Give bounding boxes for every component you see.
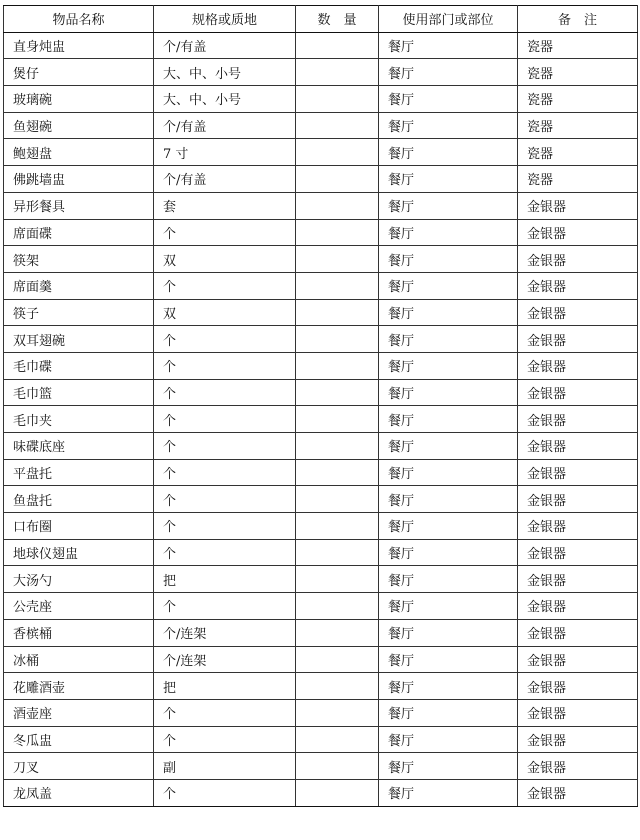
cell-remarks: 金银器 [518, 619, 638, 646]
table-row [4, 246, 638, 273]
cell-department: 餐厅 [379, 192, 518, 219]
table-row [4, 86, 638, 113]
cell-quantity [296, 726, 379, 753]
cell-item-name: 大汤勺 [4, 566, 154, 593]
table-row [4, 459, 638, 486]
cell-item-name: 煲仔 [4, 59, 154, 86]
table-row [4, 219, 638, 246]
cell-remarks: 金银器 [518, 352, 638, 379]
cell-department: 餐厅 [379, 379, 518, 406]
cell-department: 餐厅 [379, 59, 518, 86]
cell-remarks: 金银器 [518, 566, 638, 593]
cell-spec: 把 [154, 566, 296, 593]
table-row [4, 699, 638, 726]
table-row [4, 619, 638, 646]
cell-item-name: 双耳翅碗 [4, 326, 154, 353]
cell-department: 餐厅 [379, 112, 518, 139]
cell-department: 餐厅 [379, 352, 518, 379]
cell-quantity [296, 112, 379, 139]
table-row [4, 139, 638, 166]
cell-item-name: 玻璃碗 [4, 86, 154, 113]
cell-item-name: 冰桶 [4, 646, 154, 673]
cell-spec: 7 寸 [154, 139, 296, 166]
cell-spec: 个/有盖 [154, 32, 296, 59]
cell-item-name: 花雕酒壶 [4, 673, 154, 700]
cell-quantity [296, 646, 379, 673]
cell-quantity [296, 459, 379, 486]
cell-quantity [296, 433, 379, 460]
table-row [4, 433, 638, 460]
table-row [4, 566, 638, 593]
table-row [4, 486, 638, 513]
cell-quantity [296, 699, 379, 726]
table-row [4, 379, 638, 406]
cell-remarks: 金银器 [518, 433, 638, 460]
cell-remarks: 金银器 [518, 192, 638, 219]
cell-spec: 个 [154, 726, 296, 753]
cell-remarks: 金银器 [518, 246, 638, 273]
cell-department: 餐厅 [379, 459, 518, 486]
cell-item-name: 毛巾篮 [4, 379, 154, 406]
table-row [4, 779, 638, 806]
header-quantity: 数 量 [296, 6, 379, 33]
cell-item-name: 佛跳墙盅 [4, 166, 154, 193]
cell-spec: 双 [154, 299, 296, 326]
cell-spec: 个 [154, 219, 296, 246]
cell-spec: 套 [154, 192, 296, 219]
cell-spec: 个 [154, 406, 296, 433]
cell-item-name: 鱼翅碗 [4, 112, 154, 139]
cell-quantity [296, 272, 379, 299]
cell-remarks: 瓷器 [518, 112, 638, 139]
cell-remarks: 金银器 [518, 299, 638, 326]
cell-department: 餐厅 [379, 539, 518, 566]
cell-spec: 个/有盖 [154, 112, 296, 139]
cell-quantity [296, 246, 379, 273]
cell-quantity [296, 406, 379, 433]
cell-spec: 个/连架 [154, 619, 296, 646]
cell-department: 餐厅 [379, 272, 518, 299]
table-row [4, 32, 638, 59]
cell-department: 餐厅 [379, 619, 518, 646]
cell-remarks: 瓷器 [518, 86, 638, 113]
cell-quantity [296, 32, 379, 59]
cell-department: 餐厅 [379, 673, 518, 700]
cell-spec: 个 [154, 486, 296, 513]
cell-department: 餐厅 [379, 779, 518, 806]
table-row [4, 192, 638, 219]
cell-item-name: 直身炖盅 [4, 32, 154, 59]
cell-spec: 副 [154, 753, 296, 780]
cell-spec: 个 [154, 699, 296, 726]
cell-quantity [296, 139, 379, 166]
cell-quantity [296, 539, 379, 566]
cell-spec: 个/有盖 [154, 166, 296, 193]
cell-remarks: 金银器 [518, 726, 638, 753]
cell-department: 餐厅 [379, 299, 518, 326]
header-item-name: 物品名称 [4, 6, 154, 33]
cell-item-name: 毛巾夹 [4, 406, 154, 433]
table-row [4, 326, 638, 353]
cell-spec: 个 [154, 379, 296, 406]
cell-quantity [296, 673, 379, 700]
cell-quantity [296, 753, 379, 780]
cell-remarks: 金银器 [518, 593, 638, 620]
header-row [4, 6, 638, 33]
cell-department: 餐厅 [379, 32, 518, 59]
cell-spec: 个 [154, 513, 296, 540]
cell-quantity [296, 379, 379, 406]
cell-item-name: 席面碟 [4, 219, 154, 246]
cell-quantity [296, 192, 379, 219]
table-row [4, 593, 638, 620]
cell-quantity [296, 166, 379, 193]
cell-spec: 把 [154, 673, 296, 700]
cell-item-name: 口布圈 [4, 513, 154, 540]
cell-remarks: 金银器 [518, 673, 638, 700]
cell-quantity [296, 59, 379, 86]
table-row [4, 406, 638, 433]
cell-department: 餐厅 [379, 726, 518, 753]
table-row [4, 59, 638, 86]
cell-remarks: 金银器 [518, 779, 638, 806]
cell-remarks: 瓷器 [518, 166, 638, 193]
cell-spec: 个 [154, 593, 296, 620]
cell-department: 餐厅 [379, 433, 518, 460]
cell-spec: 个 [154, 326, 296, 353]
header-remarks: 备 注 [518, 6, 638, 33]
cell-spec: 个 [154, 539, 296, 566]
cell-quantity [296, 566, 379, 593]
table-row [4, 513, 638, 540]
cell-spec: 个/连架 [154, 646, 296, 673]
table-row [4, 352, 638, 379]
cell-remarks: 金银器 [518, 219, 638, 246]
cell-remarks: 金银器 [518, 326, 638, 353]
cell-remarks: 金银器 [518, 272, 638, 299]
cell-remarks: 金银器 [518, 539, 638, 566]
cell-item-name: 香槟桶 [4, 619, 154, 646]
cell-item-name: 味碟底座 [4, 433, 154, 460]
cell-quantity [296, 486, 379, 513]
cell-department: 餐厅 [379, 86, 518, 113]
inventory-table [3, 5, 638, 807]
cell-quantity [296, 593, 379, 620]
cell-department: 餐厅 [379, 593, 518, 620]
cell-department: 餐厅 [379, 486, 518, 513]
cell-item-name: 毛巾碟 [4, 352, 154, 379]
cell-remarks: 金银器 [518, 699, 638, 726]
cell-item-name: 鱼盘托 [4, 486, 154, 513]
cell-remarks: 金银器 [518, 513, 638, 540]
cell-department: 餐厅 [379, 166, 518, 193]
cell-item-name: 地球仪翅盅 [4, 539, 154, 566]
cell-item-name: 筷架 [4, 246, 154, 273]
table-row [4, 299, 638, 326]
table-row [4, 539, 638, 566]
cell-quantity [296, 86, 379, 113]
cell-spec: 大、中、小号 [154, 86, 296, 113]
table-row [4, 646, 638, 673]
cell-item-name: 公壳座 [4, 593, 154, 620]
cell-spec: 个 [154, 459, 296, 486]
cell-department: 餐厅 [379, 566, 518, 593]
table-body [4, 32, 638, 806]
table-row [4, 112, 638, 139]
cell-quantity [296, 619, 379, 646]
cell-item-name: 异形餐具 [4, 192, 154, 219]
cell-quantity [296, 219, 379, 246]
cell-department: 餐厅 [379, 513, 518, 540]
cell-item-name: 冬瓜盅 [4, 726, 154, 753]
cell-department: 餐厅 [379, 326, 518, 353]
cell-spec: 个 [154, 779, 296, 806]
cell-item-name: 席面羹 [4, 272, 154, 299]
cell-spec: 大、中、小号 [154, 59, 296, 86]
table-row [4, 166, 638, 193]
cell-remarks: 瓷器 [518, 139, 638, 166]
cell-quantity [296, 513, 379, 540]
cell-item-name: 龙凤盖 [4, 779, 154, 806]
cell-remarks: 金银器 [518, 646, 638, 673]
cell-department: 餐厅 [379, 139, 518, 166]
cell-department: 餐厅 [379, 406, 518, 433]
cell-item-name: 筷子 [4, 299, 154, 326]
table-row [4, 753, 638, 780]
cell-spec: 个 [154, 433, 296, 460]
cell-department: 餐厅 [379, 699, 518, 726]
cell-quantity [296, 779, 379, 806]
cell-department: 餐厅 [379, 753, 518, 780]
table-header [4, 6, 638, 33]
table-row [4, 726, 638, 753]
cell-spec: 双 [154, 246, 296, 273]
header-department: 使用部门或部位 [379, 6, 518, 33]
cell-remarks: 金银器 [518, 379, 638, 406]
cell-remarks: 瓷器 [518, 32, 638, 59]
cell-quantity [296, 352, 379, 379]
cell-remarks: 瓷器 [518, 59, 638, 86]
header-spec: 规格或质地 [154, 6, 296, 33]
cell-remarks: 金银器 [518, 459, 638, 486]
cell-item-name: 刀叉 [4, 753, 154, 780]
table-row [4, 272, 638, 299]
cell-item-name: 酒壶座 [4, 699, 154, 726]
cell-quantity [296, 299, 379, 326]
cell-quantity [296, 326, 379, 353]
cell-remarks: 金银器 [518, 753, 638, 780]
cell-department: 餐厅 [379, 246, 518, 273]
table-row [4, 673, 638, 700]
cell-department: 餐厅 [379, 646, 518, 673]
cell-item-name: 平盘托 [4, 459, 154, 486]
cell-remarks: 金银器 [518, 406, 638, 433]
cell-remarks: 金银器 [518, 486, 638, 513]
cell-spec: 个 [154, 272, 296, 299]
cell-item-name: 鲍翅盘 [4, 139, 154, 166]
cell-spec: 个 [154, 352, 296, 379]
cell-department: 餐厅 [379, 219, 518, 246]
